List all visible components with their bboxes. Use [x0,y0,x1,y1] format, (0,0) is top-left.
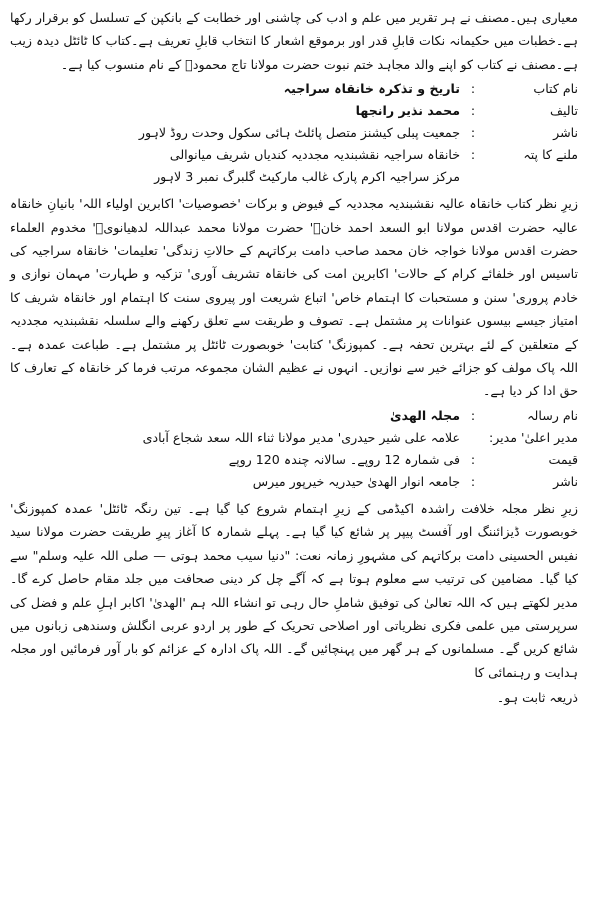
book-title-label: نام کتاب [533,81,578,97]
book-address-row [10,144,578,166]
book-title-row [10,78,578,100]
book-address-label: ملنے کا پتہ [523,147,578,163]
magazine-price-row [10,449,578,471]
colon: : [470,473,476,489]
book-publisher-row [10,122,578,144]
closing-line: ذریعہ ثابت ہو۔ [496,690,578,706]
magazine-price-value: فی شمارہ 12 روپے۔ سالانہ چندہ 120 روپے [228,451,460,467]
book-author-row [10,100,578,122]
magazine-publisher-value: جامعہ انوار الھدیٰ حیدریہ خیرپور میرس [252,473,460,489]
colon: : [470,125,476,141]
magazine-publisher-label: ناشر [553,473,578,489]
book-address-value-2: مرکز سراجیہ اکرم پارک غالب مارکیٹ گلبرگ نمبر 3 لاہور [154,169,460,185]
colon: : [470,147,476,163]
book-info-block [10,78,578,188]
magazine-editor-value: علامہ علی شیر حیدری' مدیر مولانا ثناء اللہ سعد شجاع آبادی [142,429,460,445]
colon: : [470,103,476,119]
magazine-name-row [10,405,578,427]
book-author-value: محمد نذیر رانجھا [355,103,460,119]
magazine-name-value: مجلہ الھدیٰ [390,407,460,423]
magazine-publisher-row [10,471,578,493]
magazine-editor-label: مدیر اعلیٰ' مدیر: [488,429,578,445]
colon: : [470,451,476,467]
book-review-paragraph: زیرِ نظر کتاب خانقاہ عالیہ نقشبندیہ مجددیہ کے فیوض و برکات 'خصوصیات' اکابرین اولیاء اللہ' بانیانِ خانقاہ عالیہ حضرت اقدس مولانا ابو السعد احمد خانؒ' حضرت مولانا محمد عبداللہ لدھیانویؒ' مخدوم العلماء حضرت اقدس مولانا خواجہ خان محمد صاحب دامت برکاتہم کے حالاتِ زندگی' تعلیمات' خانقاہ سراجیہ کی تاسیس اور خلفائے کرام کے حالات' اکابرین امت کی خانقاہ تشریف آوری' تزکیہ و طہارت' مہمان نوازی و خادم پروری' سنن و مستحبات کا اہتمام خاص' اتباع شریعت اور پیروی سنت کا اہتمام اور خانقاہ شریف کا امتیاز جیسے بیسوں عنوانات پر مشتمل ہے۔ تصوف و طریقت سے تعلق رکھنے والے سلسلہ نقشبندیہ مجددیہ کے متعلقین کے لئے بہترین تحفہ ہے۔ کمپوزنگ' کتابت' خوبصورت ٹائٹل پر مشتمل ہے۔ طباعت عمدہ ہے۔ اللہ پاک مولف کو جزائے خیر سے نوازیں۔ انہوں نے عظیم الشان مجموعہ مرتب فرما کر خانقاہ کے تعارف کا حق ادا کر دیا ہے۔ [10,196,578,399]
magazine-review-paragraph: زیرِ نظر مجلہ خلافت راشدہ اکیڈمی کے زیرِ اہتمام شروع کیا گیا ہے۔ تین رنگہ ٹائٹل' عمدہ کمپوزنگ' خوبصورت ڈیزائننگ اور آفسٹ پیپر پر شائع کیا گیا ہے۔ پہلے شمارہ کا آغاز پیرِ طریقت حضرت مولانا سید نفیس الحسینی دامت برکاتہم کی مشہورِ زمانہ نعت: "دنیا سیب محمد ہوتی — صلی اللہ علیہ وسلم" سے کیا گیا۔ مضامین کی ترتیب سے معلوم ہوتا ہے کہ آگے چل کر دینی صحافت میں جلد مقام حاصل کرے گا۔ مدیر لکھتے ہیں کہ اللہ تعالیٰ کی توفیق شاملِ حال رہی تو انشاء اللہ ہم 'الھدیٰ' اکابر اہلِ علم و فضل کی سرپرستی میں علمی فکری نظریاتی اور اصلاحی تحریک کے طور پر اردو عربی انگلش وسندھی زبانوں میں شائع کریں گے۔ مسلمانوں کے ہر گھر میں پہنچائیں گے۔ اللہ پاک ادارہ کے عزائم کو بار آور فرمائیں اور مجلہ ہدایت و رہنمائی کا [10,500,578,680]
magazine-editor-row [10,427,578,449]
colon: : [470,81,476,97]
magazine-info-block [10,405,578,493]
book-author-label: تالیف [549,103,578,119]
magazine-price-label: قیمت [548,451,578,467]
book-publisher-value: جمعیت پبلی کیشنز متصل پائلٹ ہائی سکول وحدت روڈ لاہور [138,125,460,141]
colon: : [470,407,476,423]
intro-paragraph: معیاری ہیں۔مصنف نے ہر تقریر میں علم و ادب کی چاشنی اور خطابت کے بانکپن کے تسلسل کو برقرار رکھا ہے۔خطبات میں حکیمانہ نکات قابلِ قدر اور برموقع اشعار کا انتخاب قابلِ تعریف ہے۔کتاب کا ٹائٹل دیدہ زیب ہے۔مصنف نے کتاب کو اپنے والد مجاہد ختم نبوت حضرت مولانا تاج محمودؒ کے نام منسوب کیا ہے۔ [10,10,578,72]
book-publisher-label: ناشر [553,125,578,141]
magazine-name-label: نام رسالہ [527,407,578,423]
book-address-value: خانقاہ سراجیہ نقشبندیہ مجددیہ کندیاں شریف میانوالی [169,147,460,163]
book-title-value: تاریخ و تذکرہ خانقاہ سراجیہ [283,81,460,97]
